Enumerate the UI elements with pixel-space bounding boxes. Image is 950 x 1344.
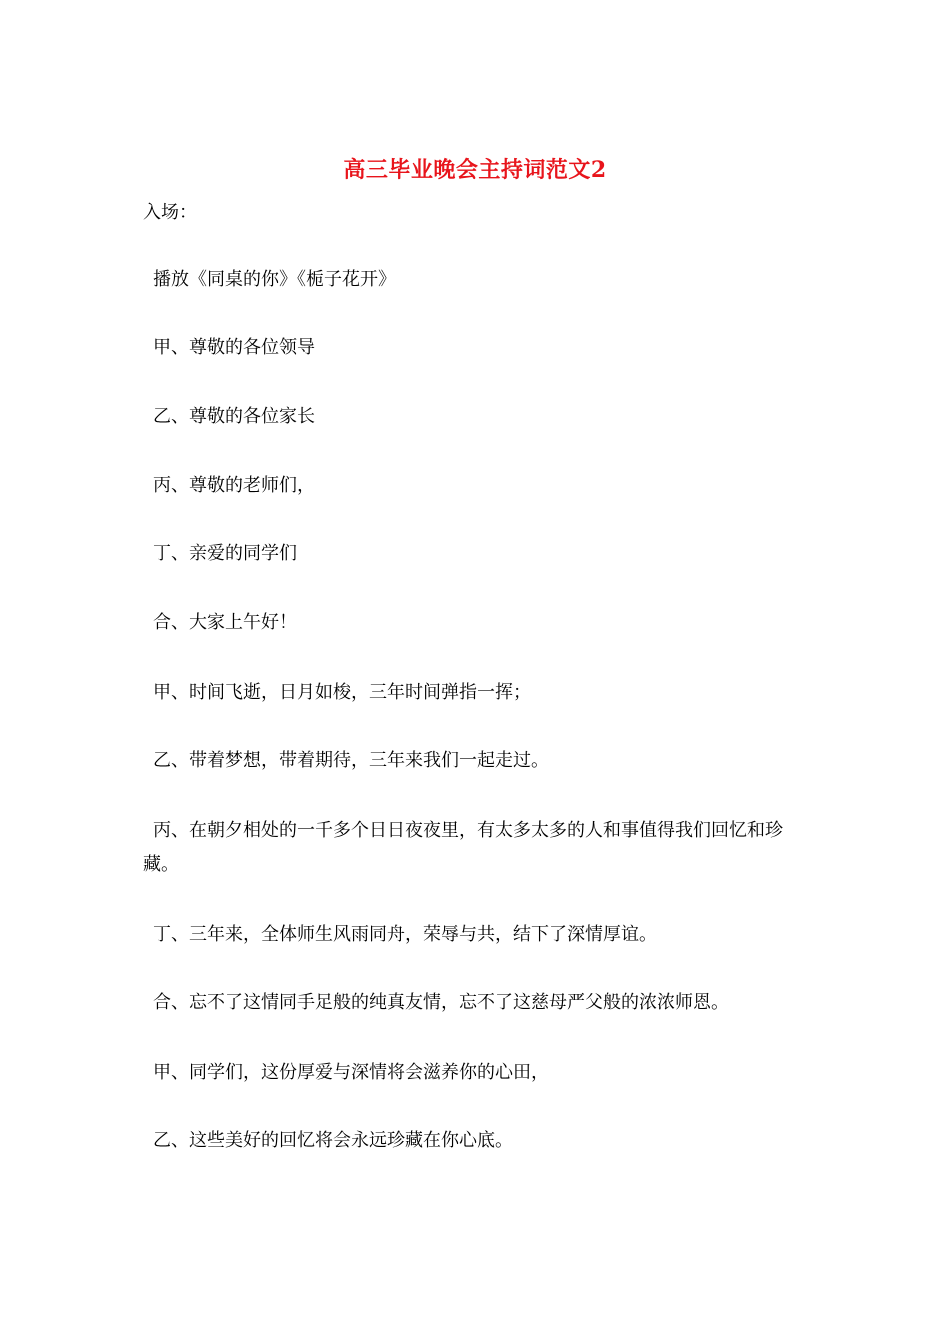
paragraph-line: 丁、三年来，全体师生风雨同舟，荣辱与共，结下了深情厚谊。 (153, 924, 657, 945)
paragraph-line: 甲、尊敬的各位领导 (153, 337, 315, 358)
paragraph-line: 乙、这些美好的回忆将会永远珍藏在你心底。 (153, 1130, 513, 1151)
paragraph-line: 丙、在朝夕相处的一千多个日日夜夜里，有太多太多的人和事值得我们回忆和珍藏。 (143, 820, 783, 875)
paragraph-line: 合、忘不了这情同手足般的纯真友情，忘不了这慈母严父般的浓浓师恩。 (153, 992, 729, 1013)
paragraph-line: 甲、时间飞逝，日月如梭，三年时间弹指一挥； (153, 682, 531, 703)
paragraph-music: 播放《同桌的你》《栀子花开》 (153, 269, 396, 290)
paragraph-line: 乙、尊敬的各位家长 (153, 406, 315, 427)
paragraph-line: 丁、亲爱的同学们 (153, 543, 297, 564)
paragraph-line: 乙、带着梦想，带着期待，三年来我们一起走过。 (153, 750, 549, 771)
paragraph-line: 丙、尊敬的老师们， (153, 475, 315, 496)
paragraph-line: 甲、同学们，这份厚爱与深情将会滋养你的心田， (153, 1062, 549, 1083)
paragraph-entrance: 入场： (143, 202, 197, 223)
paragraph-line: 合、大家上午好！ (153, 612, 297, 633)
document-title: 高三毕业晚会主持词范文2 (343, 157, 607, 183)
